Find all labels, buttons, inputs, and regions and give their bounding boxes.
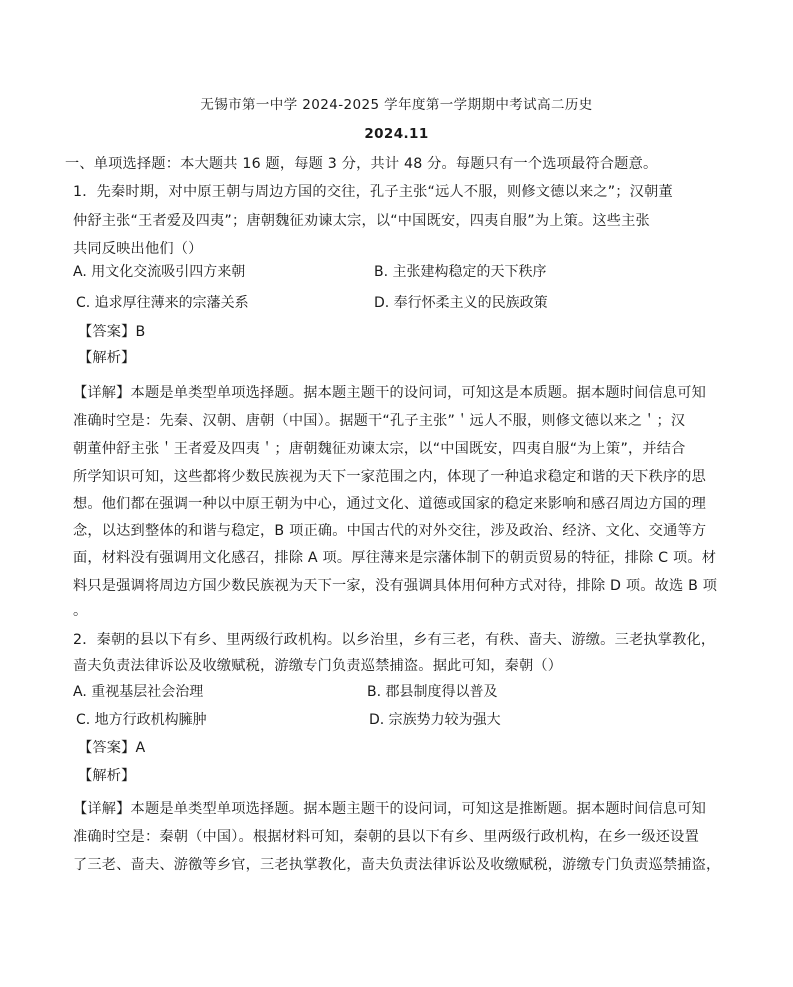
q1-detail-line: 朝董仲舒主张＇王者爱及四夷＇；唐朝魏征劝谏太宗，以“中国既安，四夷自服“为上策”，并结合: [73, 441, 686, 457]
q1-option-c: C. 追求厚往薄来的宗藩关系: [76, 295, 249, 311]
q1-detail-line: 想。他们都在强调一种以中原王朝为中心，通过文化、道德或国家的稳定来影响和感召周边方国的理: [73, 496, 707, 512]
q1-option-a: A. 用文化交流吸引四方来朝: [73, 264, 246, 280]
q1-detail-line: 准确时空是：先秦、汉朝、唐朝（中国）。据题干“孔子主张”＇远人不服，则修文德以来之＇；汉: [73, 413, 686, 429]
q1-option-d: D. 奉行怀柔主义的民族政策: [374, 295, 548, 311]
q1-detail-line: 所学知识可知，这些都将少数民族视为天下一家范围之内，体现了一种追求稳定和谐的天下秩序的思: [73, 469, 707, 485]
q2-option-d: D. 宗族势力较为强大: [369, 712, 501, 728]
q2-detail-line: 了三老、啬夫、游徼等乡官，三老执掌教化，啬夫负责法律诉讼及收缴赋税，游缴专门负责巡禁捕盗，: [73, 857, 721, 873]
section-heading: 一、单项选择题：本大题共 16 题，每题 3 分，共计 48 分。每题只有一个选项最符合题意。: [65, 156, 658, 172]
exam-date: 2024.11: [364, 126, 429, 142]
q1-detail-line: 念，以达到整体的和谐与稳定，B 项正确。中国古代的对外交往，涉及政治、经济、文化、交通等方: [73, 523, 707, 539]
q1-detail-line: 面，材料没有强调用文化感召，排除 A 项。厚往薄来是宗藩体制下的朝贡贸易的特征，排除 C 项。材: [73, 550, 717, 566]
q2-option-c: C. 地方行政机构臃肿: [76, 712, 207, 728]
q1-answer: 【答案】B: [78, 324, 146, 340]
q2-analysis-label: 【解析】: [78, 768, 136, 784]
q1-analysis-label: 【解析】: [78, 350, 136, 366]
q2-answer: 【答案】A: [78, 740, 146, 756]
q1-stem-line: 共同反映出他们（）: [73, 241, 203, 257]
q1-stem-line: 仲舒主张“王者爱及四夷”；唐朝魏征劝谏太宗，以“中国既安，四夷自服”为上策。这些主张: [73, 213, 650, 229]
exam-title: 无锡市第一中学 2024-2025 学年度第一学期期中考试高二历史: [200, 97, 593, 113]
q1-stem-line: 1．先秦时期，对中原王朝与周边方国的交往，孔子主张“远人不服，则修文德以来之”；汉朝董: [73, 184, 673, 200]
q2-option-b: B. 郡县制度得以普及: [367, 684, 498, 700]
q2-stem-line: 啬夫负责法律诉讼及收缴赋税，游缴专门负责巡禁捕盗。据此可知，秦朝（）: [73, 658, 563, 674]
q1-detail-line: 。: [73, 603, 88, 619]
q2-detail-line: 准确时空是：秦朝（中国）。根据材料可知，秦朝的县以下有乡、里两级行政机构，在乡一级还设置: [73, 829, 699, 845]
q2-option-a: A. 重视基层社会治理: [73, 684, 204, 700]
q2-detail-line: 【详解】本题是单类型单项选择题。据本题主题干的设问词，可知这是推断题。据本题时间信息可知: [73, 801, 707, 817]
q1-detail-line: 【详解】本题是单类型单项选择题。据本题主题干的设问词，可知这是本质题。据本题时间信息可知: [73, 385, 707, 401]
q1-option-b: B. 主张建构稳定的天下秩序: [374, 264, 547, 280]
q1-detail-line: 料只是强调将周边方国少数民族视为天下一家，没有强调具体用何种方式对待，排除 D 项。故选 B 项: [73, 578, 718, 594]
q2-stem-line: 2．秦朝的县以下有乡、里两级行政机构。以乡治里，乡有三老，有秩、啬夫、游缴。三老执掌教化，: [73, 632, 716, 648]
